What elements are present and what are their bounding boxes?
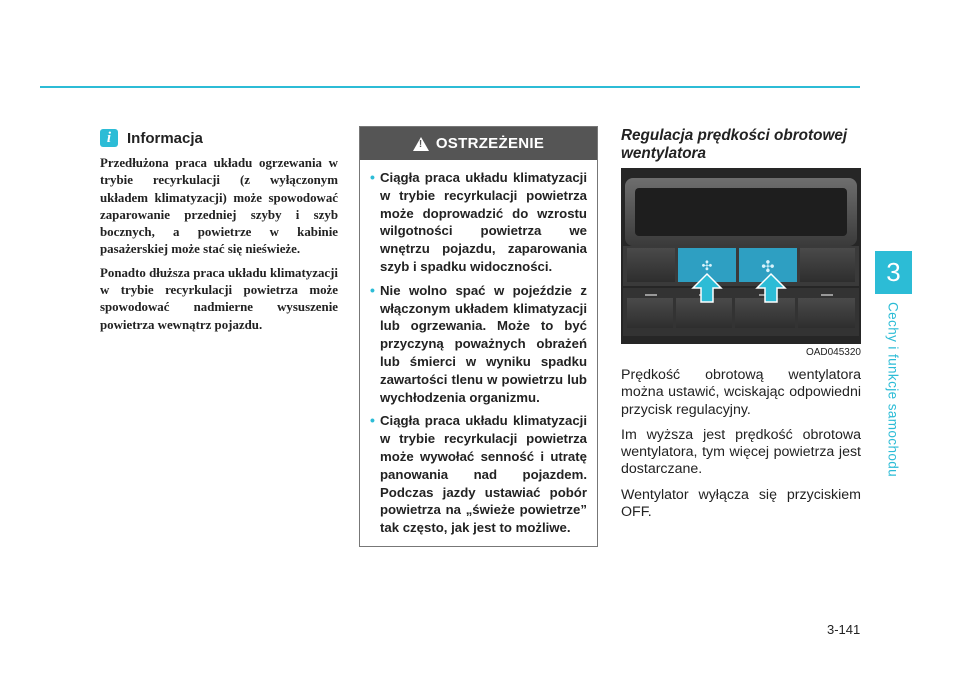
fan-paragraph: Prędkość obrotową wentylatora można ustawić, wciskając odpowiedni przycisk regulacyjny. <box>621 367 861 418</box>
info-body <box>100 155 338 340</box>
header-rule <box>40 86 860 88</box>
bullet-icon: • <box>370 412 375 429</box>
info-icon: i <box>100 129 118 147</box>
page-number: 3-141 <box>827 622 861 637</box>
chapter-tab: 3 <box>875 251 912 294</box>
chapter-label: Cechy i funkcje samochodu <box>885 302 901 478</box>
climate-panel-illustration <box>621 168 861 344</box>
warning-item: • Nie wolno spać w pojeździe z włączonym układem klimatyzacji lub ogrzewania. Może to być przyczyną poważnych obrażeń lub śmierci w wyniku spadku zawartości tlenu w powietrzu lub wychłodzenia organizmu. <box>370 281 587 405</box>
section-title: Regulacja prędkości obrotowej wentylatora <box>621 127 848 162</box>
warning-box <box>359 126 598 547</box>
info-header <box>100 129 203 147</box>
warning-header <box>360 127 597 160</box>
photo-code: OAD045320 <box>805 347 861 358</box>
warning-item: • Ciągła praca układu klimatyzacji w trybie recyrkulacji powietrza może wywołać senność i utratę panowania nad pojazdem. Podczas jazdy ustawiać pobór powietrza na „świeże powietrze” tak często, jak jest to możliwe. <box>370 412 587 536</box>
bullet-icon: • <box>370 281 375 298</box>
warning-title: OSTRZEŻENIE <box>435 135 545 152</box>
warning-item: • Ciągła praca układu klimatyzacji w trybie recyrkulacji powietrza może doprowadzić do wzrostu wilgotności powietrza we wnętrzu pojazdu, zaparowania szyb i spadku widoczności. <box>370 169 587 274</box>
fan-paragraph: Im wyższa jest prędkość obrotowa wentylatora, tym więcej powietrza jest dostarczane. <box>621 426 861 478</box>
fan-paragraph: Wentylator wyłącza się przyciskiem OFF. <box>621 486 861 521</box>
info-title: Informacja <box>127 129 203 147</box>
svg-text:✣: ✣ <box>701 259 713 274</box>
info-paragraph: Ponadto dłuższa praca układu klimatyzacji w trybie recyrkulacji powietrza może spowodować nadmierne wysuszenie powietrza wewnątrz pojazdu. <box>100 265 338 332</box>
climate-panel-photo <box>621 168 861 344</box>
bullet-icon: • <box>370 169 375 185</box>
warning-triangle-icon: ! <box>413 137 429 151</box>
warning-list <box>360 160 597 537</box>
fan-section-body <box>621 367 861 529</box>
info-paragraph: Przedłużona praca układu ogrzewania w trybie recyrkulacji (z wyłączonym układem klimatyzacji) może spowodować zaparowanie przedniej szyby i szyb bocznych, a powietrze w kabinie pasażerskiej może stać się nieświeże. <box>100 156 338 257</box>
svg-text:✣: ✣ <box>761 257 775 276</box>
